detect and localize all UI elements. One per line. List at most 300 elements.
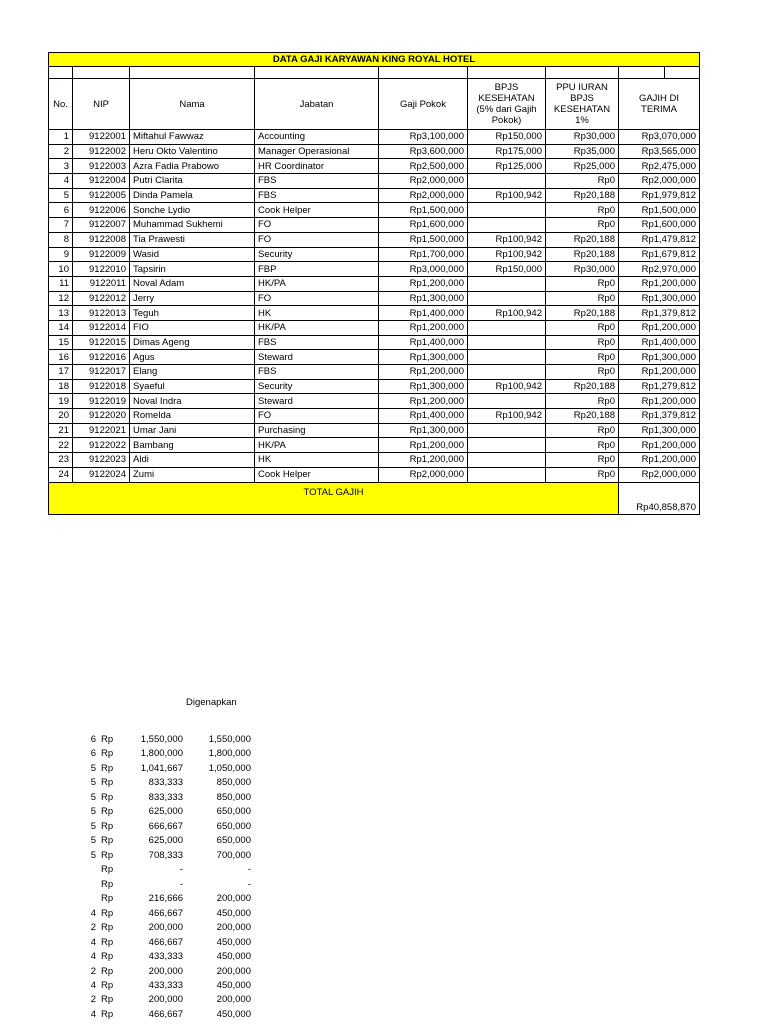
cell-nama: Agus (130, 350, 255, 365)
cell-ppu: Rp0 (546, 291, 619, 306)
cell-nip: 9122007 (73, 218, 130, 233)
cell-gaji: Rp1,200,000 (379, 276, 468, 291)
rounding-row (0, 762, 260, 776)
table-row (49, 130, 700, 145)
cell-nama: Romelda (130, 409, 255, 424)
rounding-a: 625,000 (148, 806, 183, 818)
table-row (49, 188, 700, 203)
cell-nip: 9122017 (73, 365, 130, 380)
cell-jabatan: FO (255, 218, 379, 233)
rounding-row (0, 936, 260, 950)
cell-no: 19 (49, 394, 73, 409)
rounding-cur: Rp (101, 849, 114, 861)
cell-gaji: Rp2,500,000 (379, 159, 468, 174)
cell-jabatan: FBS (255, 365, 379, 380)
cell-no: 12 (49, 291, 73, 306)
rounding-cur: Rp (101, 936, 114, 948)
cell-nip: 9122001 (73, 130, 130, 145)
rounding-row (0, 863, 260, 877)
rounding-count: 6 (90, 734, 96, 745)
cell-gaji: Rp1,300,000 (379, 423, 468, 438)
cell-jabatan: FO (255, 291, 379, 306)
cell-ppu: Rp30,000 (546, 130, 619, 145)
total-label: TOTAL GAJIH (49, 482, 619, 514)
cell-nip: 9122004 (73, 174, 130, 189)
rounding-b: 450,000 (216, 951, 251, 963)
rounding-a: 625,000 (148, 835, 183, 847)
rounding-count: 4 (90, 936, 96, 948)
cell-terima: Rp1,200,000 (619, 320, 700, 335)
rounding-row (0, 892, 260, 906)
cell-terima: Rp1,200,000 (619, 453, 700, 468)
cell-gaji: Rp1,400,000 (379, 409, 468, 424)
cell-nama: Tia Prawesti (130, 232, 255, 247)
cell-no: 22 (49, 438, 73, 453)
cell-nama: Aldi (130, 453, 255, 468)
cell-no: 11 (49, 276, 73, 291)
rounding-row (0, 834, 260, 848)
cell-bpjs (468, 174, 546, 189)
cell-terima: Rp1,200,000 (619, 365, 700, 380)
total-row (49, 482, 700, 514)
rounding-count: 2 (90, 994, 96, 1006)
rounding-b: 450,000 (216, 936, 251, 948)
cell-no: 4 (49, 174, 73, 189)
rounding-b: 1,550,000 (208, 734, 251, 745)
cell-ppu: Rp0 (546, 218, 619, 233)
cell-terima: Rp1,379,812 (619, 409, 700, 424)
cell-ppu: Rp20,188 (546, 306, 619, 321)
cell-gaji: Rp1,200,000 (379, 438, 468, 453)
cell-gaji: Rp1,400,000 (379, 306, 468, 321)
cell-ppu: Rp20,188 (546, 409, 619, 424)
cell-jabatan: Steward (255, 394, 379, 409)
rounding-count: 4 (90, 979, 96, 991)
cell-nama: Azra Fadia Prabowo (130, 159, 255, 174)
table-row (49, 335, 700, 350)
rounding-b: 850,000 (216, 791, 251, 803)
rounding-count: 5 (90, 791, 96, 803)
table-row (49, 438, 700, 453)
cell-bpjs (468, 423, 546, 438)
cell-bpjs: Rp100,942 (468, 306, 546, 321)
cell-gaji: Rp1,500,000 (379, 203, 468, 218)
cell-nip: 9122018 (73, 379, 130, 394)
cell-ppu: Rp35,000 (546, 144, 619, 159)
cell-terima: Rp1,200,000 (619, 438, 700, 453)
cell-nama: Miftahul Fawwaz (130, 130, 255, 145)
cell-gaji: Rp1,300,000 (379, 379, 468, 394)
rounding-cur: Rp (101, 748, 114, 760)
cell-no: 6 (49, 203, 73, 218)
rounding-a: 708,333 (148, 849, 183, 861)
cell-nip: 9122013 (73, 306, 130, 321)
cell-terima: Rp1,400,000 (619, 335, 700, 350)
rounding-a: 833,333 (148, 791, 183, 803)
cell-jabatan: Security (255, 379, 379, 394)
cell-nama: FIO (130, 320, 255, 335)
cell-terima: Rp2,475,000 (619, 159, 700, 174)
rounding-row (0, 791, 260, 805)
cell-nip: 9122014 (73, 320, 130, 335)
cell-jabatan: FBP (255, 262, 379, 277)
rounding-label: Digenapkan (186, 697, 237, 708)
cell-no: 5 (49, 188, 73, 203)
cell-no: 9 (49, 247, 73, 262)
rounding-count: 4 (90, 951, 96, 963)
rounding-cur: Rp (101, 965, 114, 977)
cell-no: 13 (49, 306, 73, 321)
rounding-b: 700,000 (216, 849, 251, 861)
rounding-cur: Rp (101, 907, 114, 919)
rounding-count: 4 (90, 907, 96, 919)
cell-bpjs (468, 291, 546, 306)
cell-terima: Rp1,500,000 (619, 203, 700, 218)
cell-gaji: Rp2,000,000 (379, 467, 468, 482)
total-value: Rp40,858,870 (619, 482, 700, 514)
rounding-a: 466,667 (148, 936, 183, 948)
cell-gaji: Rp1,200,000 (379, 453, 468, 468)
cell-ppu: Rp0 (546, 320, 619, 335)
rounding-row (0, 747, 260, 761)
cell-no: 7 (49, 218, 73, 233)
cell-jabatan: HK (255, 306, 379, 321)
cell-terima: Rp1,300,000 (619, 291, 700, 306)
cell-jabatan: HK/PA (255, 320, 379, 335)
cell-bpjs (468, 335, 546, 350)
table-row (49, 320, 700, 335)
cell-jabatan: FBS (255, 174, 379, 189)
rounding-b: 200,000 (216, 922, 251, 934)
cell-terima: Rp1,200,000 (619, 276, 700, 291)
cell-bpjs (468, 438, 546, 453)
cell-nama: Noval Adam (130, 276, 255, 291)
cell-terima: Rp2,000,000 (619, 174, 700, 189)
rounding-cur: Rp (101, 922, 114, 934)
cell-ppu: Rp0 (546, 365, 619, 380)
table-row (49, 467, 700, 482)
rounding-count: 5 (90, 849, 96, 861)
cell-no: 18 (49, 379, 73, 394)
cell-jabatan: Purchasing (255, 423, 379, 438)
table-row (49, 365, 700, 380)
cell-terima: Rp1,379,812 (619, 306, 700, 321)
cell-no: 2 (49, 144, 73, 159)
cell-ppu: Rp20,188 (546, 379, 619, 394)
cell-ppu: Rp0 (546, 438, 619, 453)
rounding-cur: Rp (101, 951, 114, 963)
cell-gaji: Rp1,400,000 (379, 335, 468, 350)
rounding-b: 200,000 (216, 965, 251, 977)
cell-nip: 9122005 (73, 188, 130, 203)
cell-no: 14 (49, 320, 73, 335)
cell-nip: 9122012 (73, 291, 130, 306)
cell-bpjs (468, 320, 546, 335)
cell-ppu: Rp0 (546, 394, 619, 409)
cell-gaji: Rp1,300,000 (379, 350, 468, 365)
rounding-row (0, 993, 260, 1007)
rounding-row (0, 921, 260, 935)
rounding-b: 200,000 (216, 893, 251, 905)
table-row (49, 262, 700, 277)
cell-bpjs: Rp100,942 (468, 232, 546, 247)
rounding-b: 650,000 (216, 806, 251, 818)
cell-nip: 9122020 (73, 409, 130, 424)
rounding-a: 1,041,667 (140, 762, 183, 774)
cell-gaji: Rp1,200,000 (379, 365, 468, 380)
cell-no: 20 (49, 409, 73, 424)
cell-gaji: Rp1,300,000 (379, 291, 468, 306)
rounding-b: 650,000 (216, 820, 251, 832)
cell-jabatan: Security (255, 247, 379, 262)
cell-nama: Teguh (130, 306, 255, 321)
rounding-a: - (179, 864, 183, 876)
cell-nip: 9122003 (73, 159, 130, 174)
cell-gaji: Rp1,500,000 (379, 232, 468, 247)
cell-bpjs (468, 350, 546, 365)
rounding-b: 200,000 (216, 994, 251, 1006)
cell-ppu: Rp0 (546, 203, 619, 218)
cell-jabatan: Accounting (255, 130, 379, 145)
cell-ppu: Rp0 (546, 467, 619, 482)
rounding-a: 433,333 (148, 979, 183, 991)
cell-nip: 9122006 (73, 203, 130, 218)
cell-bpjs: Rp150,000 (468, 262, 546, 277)
cell-no: 17 (49, 365, 73, 380)
cell-nama: Zumi (130, 467, 255, 482)
cell-jabatan: FBS (255, 335, 379, 350)
rounding-row (0, 805, 260, 819)
cell-ppu: Rp25,000 (546, 159, 619, 174)
rounding-b: 850,000 (216, 777, 251, 789)
rounding-cur: Rp (101, 893, 114, 905)
rounding-a: 1,550,000 (140, 734, 183, 745)
cell-bpjs (468, 276, 546, 291)
table-row (49, 203, 700, 218)
cell-no: 15 (49, 335, 73, 350)
table-row (49, 232, 700, 247)
cell-terima: Rp3,565,000 (619, 144, 700, 159)
rounding-cur: Rp (101, 994, 114, 1006)
cell-no: 1 (49, 130, 73, 145)
cell-terima: Rp1,679,812 (619, 247, 700, 262)
header-ppu: PPU IURAN BPJS KESEHATAN 1% (546, 79, 619, 130)
cell-terima: Rp1,300,000 (619, 350, 700, 365)
cell-ppu: Rp20,188 (546, 232, 619, 247)
header-gaji-pokok: Gaji Pokok (379, 79, 468, 130)
rounding-count: 5 (90, 806, 96, 818)
cell-nip: 9122008 (73, 232, 130, 247)
cell-nip: 9122019 (73, 394, 130, 409)
rounding-cur: Rp (101, 777, 114, 789)
rounding-count: 2 (90, 965, 96, 977)
header-gaji-diterima: GAJIH DI TERIMA (619, 79, 700, 130)
rounding-count: 4 (90, 1008, 96, 1020)
cell-nip: 9122022 (73, 438, 130, 453)
rounding-row (0, 733, 260, 747)
table-row (49, 247, 700, 262)
rounding-cur: Rp (101, 791, 114, 803)
rounding-cur: Rp (101, 734, 114, 745)
rounding-a: 433,333 (148, 951, 183, 963)
cell-nip: 9122002 (73, 144, 130, 159)
cell-no: 24 (49, 467, 73, 482)
rounding-b: - (247, 864, 251, 876)
salary-table (48, 52, 700, 515)
cell-bpjs: Rp150,000 (468, 130, 546, 145)
cell-jabatan: FO (255, 409, 379, 424)
cell-gaji: Rp3,000,000 (379, 262, 468, 277)
rounding-cur: Rp (101, 835, 114, 847)
table-row (49, 218, 700, 233)
rounding-cur: Rp (101, 878, 114, 890)
cell-ppu: Rp0 (546, 174, 619, 189)
cell-bpjs: Rp100,942 (468, 188, 546, 203)
cell-jabatan: Manager Operasional (255, 144, 379, 159)
rounding-a: 466,667 (148, 907, 183, 919)
cell-ppu: Rp0 (546, 453, 619, 468)
cell-gaji: Rp2,000,000 (379, 188, 468, 203)
rounding-row (0, 878, 260, 892)
cell-ppu: Rp30,000 (546, 262, 619, 277)
rounding-cur: Rp (101, 1008, 114, 1020)
cell-bpjs (468, 453, 546, 468)
rounding-count: 2 (90, 922, 96, 934)
rounding-b: 450,000 (216, 979, 251, 991)
header-bpjs: BPJS KESEHATAN (5% dari Gajih Pokok) (468, 79, 546, 130)
rounding-b: 450,000 (216, 907, 251, 919)
cell-no: 8 (49, 232, 73, 247)
table-row (49, 453, 700, 468)
cell-nip: 9122015 (73, 335, 130, 350)
cell-nama: Heru Okto Valentino (130, 144, 255, 159)
cell-terima: Rp1,479,812 (619, 232, 700, 247)
cell-jabatan: HK/PA (255, 438, 379, 453)
cell-no: 23 (49, 453, 73, 468)
cell-jabatan: FBS (255, 188, 379, 203)
rounding-cur: Rp (101, 864, 114, 876)
rounding-row (0, 979, 260, 993)
cell-gaji: Rp1,200,000 (379, 394, 468, 409)
cell-terima: Rp2,000,000 (619, 467, 700, 482)
cell-nip: 9122021 (73, 423, 130, 438)
rounding-row (0, 820, 260, 834)
rounding-a: 466,667 (148, 1008, 183, 1020)
cell-jabatan: FO (255, 232, 379, 247)
cell-nama: Bambang (130, 438, 255, 453)
cell-jabatan: Cook Helper (255, 203, 379, 218)
cell-bpjs (468, 394, 546, 409)
rounding-b: - (247, 878, 251, 890)
rounding-row (0, 849, 260, 863)
table-row (49, 306, 700, 321)
table-row (49, 350, 700, 365)
header-nip: NIP (73, 79, 130, 130)
cell-nama: Syaeful (130, 379, 255, 394)
table-row (49, 144, 700, 159)
cell-bpjs: Rp175,000 (468, 144, 546, 159)
cell-bpjs: Rp125,000 (468, 159, 546, 174)
table-row (49, 379, 700, 394)
cell-nip: 9122009 (73, 247, 130, 262)
table-row (49, 423, 700, 438)
rounding-row (0, 907, 260, 921)
table-row (49, 174, 700, 189)
cell-terima: Rp1,979,812 (619, 188, 700, 203)
rounding-row (0, 965, 260, 979)
cell-ppu: Rp20,188 (546, 188, 619, 203)
cell-nama: Wasid (130, 247, 255, 262)
cell-nama: Sonche Lydio (130, 203, 255, 218)
cell-bpjs: Rp100,942 (468, 379, 546, 394)
cell-bpjs: Rp100,942 (468, 247, 546, 262)
cell-gaji: Rp3,600,000 (379, 144, 468, 159)
cell-nama: Dinda Pamela (130, 188, 255, 203)
rounding-row (0, 1008, 260, 1022)
cell-nama: Tapsirin (130, 262, 255, 277)
rounding-a: 200,000 (148, 922, 183, 934)
rounding-count: 5 (90, 835, 96, 847)
table-row (49, 291, 700, 306)
cell-nip: 9122024 (73, 467, 130, 482)
cell-gaji: Rp3,100,000 (379, 130, 468, 145)
rounding-b: 450,000 (216, 1008, 251, 1020)
cell-no: 16 (49, 350, 73, 365)
cell-terima: Rp3,070,000 (619, 130, 700, 145)
cell-nip: 9122023 (73, 453, 130, 468)
rounding-row (0, 950, 260, 964)
rounding-row (0, 776, 260, 790)
header-no: No. (49, 79, 73, 130)
rounding-b: 1,050,000 (208, 762, 251, 774)
table-row (49, 159, 700, 174)
cell-nama: Putri Clarita (130, 174, 255, 189)
rounding-cur: Rp (101, 806, 114, 818)
cell-ppu: Rp20,188 (546, 247, 619, 262)
rounding-a: 666,667 (148, 820, 183, 832)
cell-ppu: Rp0 (546, 335, 619, 350)
rounding-count: 6 (90, 748, 96, 760)
cell-nama: Umar Jani (130, 423, 255, 438)
table-row (49, 276, 700, 291)
header-nama: Nama (130, 79, 255, 130)
rounding-cur: Rp (101, 762, 114, 774)
cell-bpjs: Rp100,942 (468, 409, 546, 424)
cell-terima: Rp1,600,000 (619, 218, 700, 233)
cell-nama: Jerry (130, 291, 255, 306)
cell-jabatan: HR Coordinator (255, 159, 379, 174)
rounding-a: 833,333 (148, 777, 183, 789)
cell-nama: Noval Indra (130, 394, 255, 409)
cell-jabatan: HK (255, 453, 379, 468)
table-row (49, 394, 700, 409)
cell-nama: Dimas Ageng (130, 335, 255, 350)
cell-bpjs (468, 467, 546, 482)
table-row (49, 409, 700, 424)
cell-nip: 9122016 (73, 350, 130, 365)
rounding-a: - (179, 878, 183, 890)
cell-terima: Rp1,200,000 (619, 394, 700, 409)
cell-nip: 9122011 (73, 276, 130, 291)
cell-no: 3 (49, 159, 73, 174)
cell-gaji: Rp1,200,000 (379, 320, 468, 335)
cell-terima: Rp1,300,000 (619, 423, 700, 438)
cell-gaji: Rp1,700,000 (379, 247, 468, 262)
rounding-cur: Rp (101, 820, 114, 832)
rounding-a: 200,000 (148, 965, 183, 977)
cell-bpjs (468, 218, 546, 233)
cell-gaji: Rp1,600,000 (379, 218, 468, 233)
